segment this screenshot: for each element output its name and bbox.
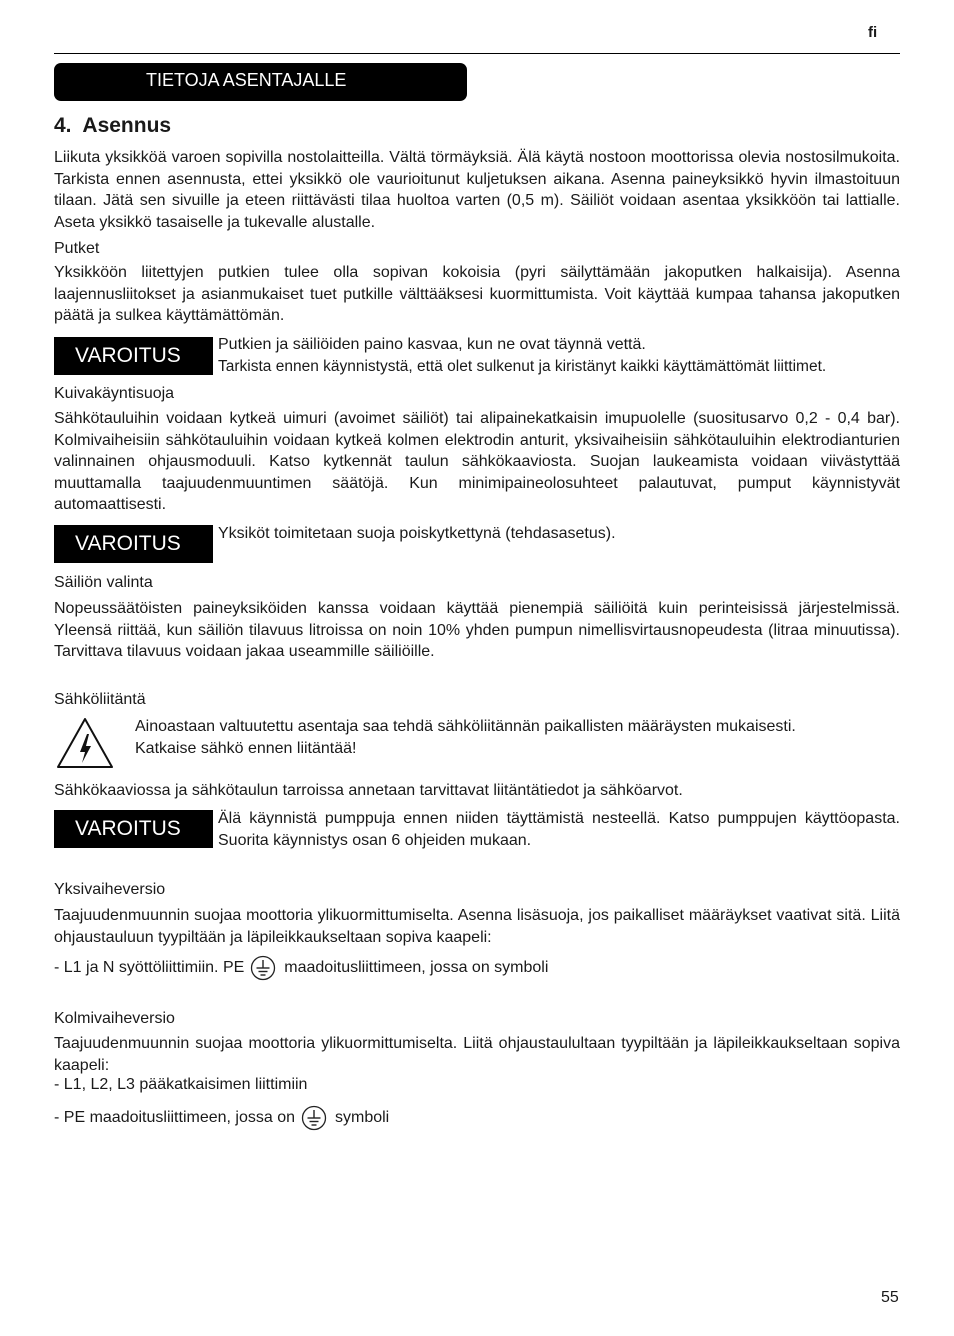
page-number: 55 (881, 1289, 899, 1306)
warning-badge-sahko: VAROITUS (54, 810, 213, 848)
kolmi-heading: Kolmivaiheversio (54, 1010, 175, 1027)
intro-paragraph: Liikuta yksikköä varoen sopivilla nostolaitteilla. Vältä törmäyksiä. Älä käytä nostoon moottorissa olevia nostosilmukoita. Tarkista ennen asennusta, ettei yksikkö ole vaurioitunut kuljetuksen aikana. Asenna paineyksikkö hyvin ilmastoituun tilaan. Jätä sen sivuille ja eteen riittävästi tilaa huoltoa varten (0,5 m). Säiliöt voidaan asentaa yksikköön tai lattialle. Aseta yksikkö tasaiselle ja tukevalle alustalle. (54, 149, 900, 231)
kolmi-pe-text-b: symboli (335, 1109, 390, 1126)
kuiva-heading: Kuivakäyntisuoja (54, 385, 175, 402)
section-title: 4. Asennus (54, 114, 172, 137)
warning-text-putket (218, 334, 900, 377)
putket-paragraph: Yksikköön liitettyjen putkien tulee olla sopivan kokoisia (pyri säilyttämään jakoputken halkaisija). Asenna laajennusliitokset ja asianmukaiset tuet putkille välttääksesi kuormittumista. Voit käyttää kumpaa tahansa jakoputken päätä ja sulkea käyttämättömän. (54, 264, 900, 325)
section-banner: TIETOJA ASENTAJALLE (54, 63, 467, 101)
earth-ground-icon (250, 955, 276, 981)
yksi-pe-text-a: - L1 ja N syöttöliittimiin. PE (54, 959, 245, 976)
yksi-paragraph: Taajuudenmuunnin suojaa moottoria ylikuormittumiselta. Asenna lisäsuoja, jos paikalliset määräykset vaativat sitä. Liitä ohjaustauluun tyypiltään ja läpileikkaukseltaan sopiva kaapeli: (54, 907, 900, 946)
electric-hazard-icon (56, 717, 114, 769)
yksi-heading: Yksivaiheversio (54, 881, 166, 898)
warning-badge-putket: VAROITUS (54, 337, 213, 375)
header-rule (54, 53, 900, 54)
warning-text-sahko: Älä käynnistä pumppuja ennen niiden täyttämistä nesteellä. Katso pumppujen käyttöopasta. Suorita käynnistys osan 6 ohjeiden mukaan. (218, 810, 900, 849)
hazard-text (135, 716, 796, 759)
earth-ground-icon (301, 1105, 327, 1131)
warning-badge-kuiva: VAROITUS (54, 525, 213, 563)
sahko-heading: Sähköliitäntä (54, 691, 146, 708)
kolmi-line-1: - L1, L2, L3 pääkatkaisimen liittimiin (54, 1076, 308, 1093)
kolmi-pe-line (54, 1105, 389, 1131)
hazard-line-2: Katkaise sähkö ennen liitäntää! (135, 739, 357, 757)
kolmi-paragraph: Taajuudenmuunnin suojaa moottoria ylikuormittumiselta. Liitä ohjaustaulultaan tyypiltään ja läpileikkaukseltaan sopiva kaapeli: (54, 1035, 900, 1074)
sailio-paragraph: Nopeussäätöisten paineyksiköiden kanssa voidaan käyttää pienempiä säiliöitä kuin perinteisissä järjestelmissä. Yleensä riittää, kun säiliön tilavuus litroissa on noin 10% yhden pumpun nimellisvirtausnopeudesta (litraa minuutissa). Tarvittava tilavuus voidaan jakaa useammille säiliöille. (54, 600, 900, 661)
warning-line-2: Tarkista ennen käynnistystä, että olet sulkenut ja kiristänyt kaikki käyttämättömät liittimet. (218, 357, 827, 375)
kolmi-pe-text-a: - PE maadoitusliittimeen, jossa on (54, 1109, 295, 1126)
yksi-pe-line (54, 955, 548, 981)
sailio-heading: Säiliön valinta (54, 574, 153, 591)
hazard-line-1: Ainoastaan valtuutettu asentaja saa tehdä sähköliitännän paikallisten määräysten mukaisesti. (135, 718, 796, 735)
yksi-pe-text-b: maadoitusliittimeen, jossa on symboli (284, 959, 549, 976)
warning-line-1: Putkien ja säiliöiden paino kasvaa, kun ne ovat täynnä vettä. (218, 336, 646, 353)
warning-text-kuiva: Yksiköt toimitetaan suoja poiskytkettynä (tehdasasetus). (218, 525, 616, 542)
sahko-paragraph: Sähkökaaviossa ja sähkötaulun tarroissa annetaan tarvittavat liitäntätiedot ja sähköarvot. (54, 782, 683, 799)
kuiva-paragraph: Sähkötauluihin voidaan kytkeä uimuri (avoimet säiliöt) tai alipainekatkaisin imupuolelle (suositusarvo 0,2 - 0,4 bar). Kolmivaiheisiin sähkötauluihin voidaan kytkeä kolmen elektrodin anturit, yksivaiheisiin sähkötauluihin elektrodianturien valinnainen ohjausmoduuli. Katso kytkennät taulun sähkökaaviosta. Suojan laukeamista voidaan viivästyttää muuttamalla taajuudenmuuntimen säätöjä. Kun minimipaineolosuhteet palautuvat, pumput käynnistyvät automaattisesti. (54, 410, 900, 514)
language-code: fi (868, 24, 878, 41)
putket-heading: Putket (54, 240, 100, 257)
